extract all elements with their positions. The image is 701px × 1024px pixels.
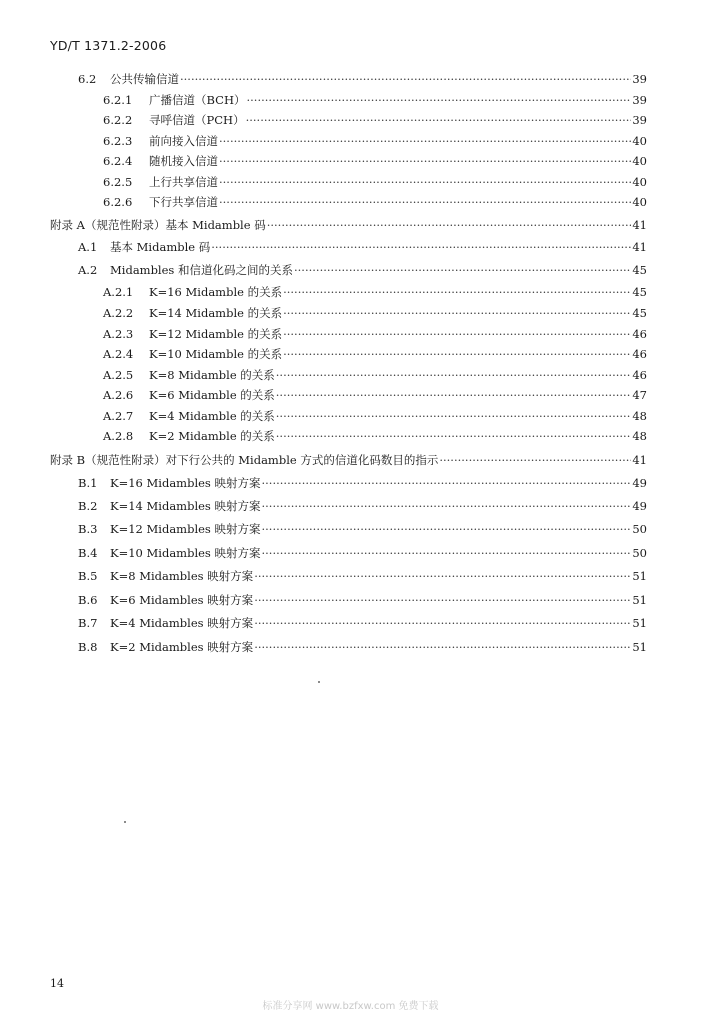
toc-entry-page: 45 — [632, 263, 647, 277]
toc-entry-number: 6.2.6 — [103, 195, 133, 209]
toc-entry-title: K=6 Midamble 的关系 — [149, 388, 275, 402]
toc-entry-page: 45 — [632, 285, 647, 299]
toc-entry — [78, 592, 647, 608]
toc-entry — [50, 452, 647, 468]
toc-entry-number: B.6 — [78, 593, 98, 607]
toc-entry-number: 6.2.1 — [103, 93, 133, 107]
toc-entry-number: A.2.8 — [103, 429, 134, 443]
toc-dot-leader — [219, 194, 631, 210]
watermark: 标准分享网 www.bzfxw.com 免费下载 — [262, 1001, 439, 1012]
toc-entry-number: A.2.3 — [103, 327, 134, 341]
toc-entry-number: A.2 — [78, 263, 98, 277]
toc-entry-page: 51 — [632, 616, 647, 630]
toc-dot-leader — [219, 174, 631, 190]
toc-dot-leader — [439, 452, 631, 468]
toc-entry-number: A.2.7 — [103, 409, 134, 423]
toc-entry — [103, 428, 647, 444]
toc-entry-title: 下行共享信道 — [149, 195, 218, 209]
toc-entry-page: 41 — [632, 218, 647, 232]
toc-entry-title: 随机接入信道 — [149, 154, 218, 168]
toc-entry — [103, 367, 647, 383]
toc-dot-leader — [276, 367, 632, 383]
toc-entry-page: 51 — [632, 593, 647, 607]
toc-entry-page: 40 — [632, 195, 647, 209]
toc-entry-page: 49 — [632, 499, 647, 513]
toc-entry-number: 6.2.4 — [103, 154, 133, 168]
toc-entry-page: 39 — [632, 113, 647, 127]
toc-dot-leader — [262, 545, 632, 561]
toc-dot-leader — [294, 262, 631, 278]
toc-dot-leader — [267, 217, 632, 233]
scan-speck — [318, 681, 320, 683]
toc-entry-title: 附录 B（规范性附录）对下行公共的 Midamble 方式的信道化码数目的指示 — [50, 453, 439, 467]
toc-entry-page: 51 — [632, 640, 647, 654]
toc-entry-page: 50 — [632, 522, 647, 536]
toc-entry-title: K=10 Midamble 的关系 — [149, 347, 283, 361]
toc-entry-title: K=8 Midamble 的关系 — [149, 368, 275, 382]
toc-dot-leader — [283, 284, 631, 300]
toc-entry — [103, 305, 647, 321]
toc-entry — [78, 568, 647, 584]
toc-entry-page: 46 — [632, 347, 647, 361]
toc-entry — [103, 153, 647, 169]
toc-entry-title: K=16 Midambles 映射方案 — [110, 476, 261, 490]
toc-entry-number: 6.2.5 — [103, 175, 133, 189]
toc-entry-number: A.2.4 — [103, 347, 134, 361]
toc-entry-page: 47 — [632, 388, 647, 402]
toc-dot-leader — [262, 475, 632, 491]
toc-entry — [103, 194, 647, 210]
toc-entry — [103, 346, 647, 362]
toc-entry-page: 46 — [632, 368, 647, 382]
toc-entry-page: 46 — [632, 327, 647, 341]
toc-dot-leader — [262, 521, 632, 537]
toc-dot-leader — [276, 408, 632, 424]
document-id-header: YD/T 1371.2-2006 — [50, 38, 167, 53]
toc-entry-title: K=10 Midambles 映射方案 — [110, 546, 261, 560]
toc-dot-leader — [254, 639, 631, 655]
toc-entry-page: 39 — [632, 72, 647, 86]
toc-dot-leader — [219, 133, 631, 149]
toc-entry-title: K=4 Midamble 的关系 — [149, 409, 275, 423]
toc-entry-number: B.5 — [78, 569, 98, 583]
toc-entry-page: 41 — [632, 453, 647, 467]
toc-entry-number: 6.2.3 — [103, 134, 133, 148]
toc-entry-number: A.2.1 — [103, 285, 134, 299]
toc-entry-title: K=14 Midamble 的关系 — [149, 306, 283, 320]
toc-entry — [78, 262, 647, 278]
toc-entry — [103, 112, 647, 128]
toc-entry-number: B.2 — [78, 499, 98, 513]
toc-entry — [78, 239, 647, 255]
toc-dot-leader — [262, 498, 632, 514]
page-number: 14 — [50, 977, 64, 990]
toc-dot-leader — [180, 71, 631, 87]
toc-entry — [78, 639, 647, 655]
toc-entry-title: 广播信道（BCH） — [149, 93, 246, 107]
toc-entry-title: 基本 Midamble 码 — [110, 240, 211, 254]
toc-dot-leader — [254, 615, 631, 631]
toc-entry — [78, 475, 647, 491]
toc-entry-title: K=2 Midambles 映射方案 — [110, 640, 254, 654]
toc-entry-title: K=12 Midamble 的关系 — [149, 327, 283, 341]
toc-entry — [78, 498, 647, 514]
toc-entry-page: 45 — [632, 306, 647, 320]
toc-entry-title: K=4 Midambles 映射方案 — [110, 616, 254, 630]
toc-entry-number: A.1 — [78, 240, 98, 254]
toc-entry — [103, 326, 647, 342]
toc-entry-title: K=8 Midambles 映射方案 — [110, 569, 254, 583]
toc-entry — [78, 615, 647, 631]
toc-entry-title: K=16 Midamble 的关系 — [149, 285, 283, 299]
toc-entry-page: 51 — [632, 569, 647, 583]
toc-entry — [103, 408, 647, 424]
toc-entry-number: B.4 — [78, 546, 98, 560]
toc-entry-number: A.2.2 — [103, 306, 134, 320]
toc-entry-page: 40 — [632, 175, 647, 189]
scan-speck — [124, 821, 126, 823]
toc-entry — [103, 284, 647, 300]
toc-entry — [103, 92, 647, 108]
toc-dot-leader — [283, 326, 631, 342]
toc-dot-leader — [276, 428, 632, 444]
toc-entry — [78, 71, 647, 87]
toc-entry-title: K=14 Midambles 映射方案 — [110, 499, 261, 513]
toc-entry-page: 40 — [632, 134, 647, 148]
toc-entry — [50, 217, 647, 233]
toc-entry — [103, 133, 647, 149]
toc-entry-page: 39 — [632, 93, 647, 107]
toc-dot-leader — [219, 153, 631, 169]
toc-entry-page: 40 — [632, 154, 647, 168]
toc-entry — [78, 545, 647, 561]
toc-entry-number: 6.2 — [78, 72, 97, 86]
toc-entry-number: B.3 — [78, 522, 98, 536]
toc-entry-page: 49 — [632, 476, 647, 490]
toc-entry-number: B.8 — [78, 640, 98, 654]
toc-entry-number: B.7 — [78, 616, 98, 630]
toc-entry-page: 41 — [632, 240, 647, 254]
toc-entry-title: K=2 Midamble 的关系 — [149, 429, 275, 443]
toc-entry-number: A.2.6 — [103, 388, 134, 402]
toc-dot-leader — [283, 305, 631, 321]
toc-dot-leader — [283, 346, 631, 362]
toc-entry — [78, 521, 647, 537]
toc-entry-title: 上行共享信道 — [149, 175, 218, 189]
toc-dot-leader — [254, 568, 631, 584]
toc-entry-title: 公共传输信道 — [110, 72, 179, 86]
toc-dot-leader — [246, 112, 632, 128]
toc-entry-title: 寻呼信道（PCH） — [149, 113, 245, 127]
toc-entry — [103, 387, 647, 403]
toc-entry-page: 48 — [632, 409, 647, 423]
toc-entry-page: 50 — [632, 546, 647, 560]
toc-dot-leader — [276, 387, 632, 403]
toc-dot-leader — [211, 239, 631, 255]
toc-entry — [103, 174, 647, 190]
toc-entry-number: B.1 — [78, 476, 98, 490]
toc-entry-number: 6.2.2 — [103, 113, 133, 127]
toc-entry-page: 48 — [632, 429, 647, 443]
toc-entry-title: Midambles 和信道化码之间的关系 — [110, 263, 293, 277]
toc-entry-title: 附录 A（规范性附录）基本 Midamble 码 — [50, 218, 266, 232]
toc-entry-number: A.2.5 — [103, 368, 134, 382]
toc-entry-title: K=6 Midambles 映射方案 — [110, 593, 254, 607]
toc-dot-leader — [254, 592, 631, 608]
toc-dot-leader — [247, 92, 632, 108]
toc-entry-title: 前向接入信道 — [149, 134, 218, 148]
toc-entry-title: K=12 Midambles 映射方案 — [110, 522, 261, 536]
